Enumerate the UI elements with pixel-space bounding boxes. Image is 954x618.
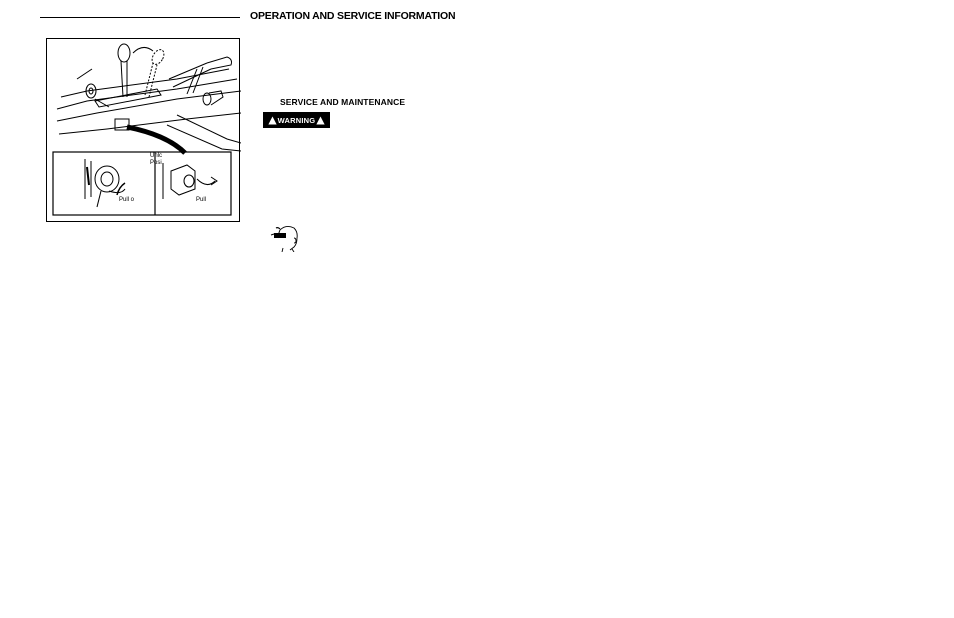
lever-illustration [47,39,241,223]
safety-glasses-icon [270,224,302,252]
inset-label-unlock-position: Unlc Posi [150,153,163,166]
section-title: SERVICE AND MAINTENANCE [280,97,406,107]
header-rule [40,17,240,18]
inset-label-pull: Pull [196,197,207,203]
warning-triangle-icon [316,116,325,125]
warning-label: WARNING [277,115,316,125]
parking-brake-figure [46,38,240,222]
page-header-title: OPERATION AND SERVICE INFORMATION [250,10,456,22]
warning-badge [263,112,330,128]
warning-triangle-icon [268,116,277,125]
inset-label-pull-out: Pull o [119,197,135,203]
